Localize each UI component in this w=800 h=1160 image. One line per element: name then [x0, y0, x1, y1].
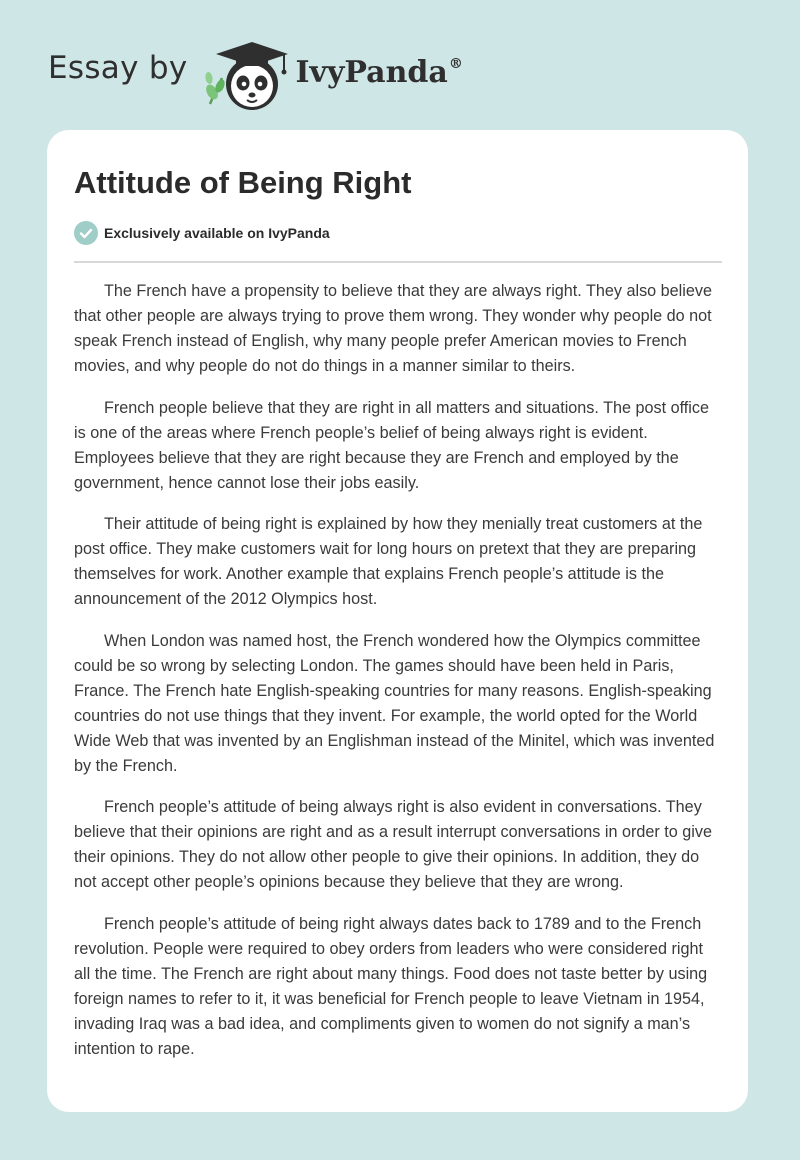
essay-paragraph: The French have a propensity to believe that they are always right. They also believe that other people are always trying to prove them wrong. They wonder why people do not speak French instead of English, why many people prefer American movies to French movies, and why people do not do things in a manner similar to theirs.: [74, 282, 712, 375]
essay-paragraph: French people’s attitude of being always right is also evident in conversations. They believe that their opinions are right and as a result interrupt conversations in order to give their opinions. They do not allow other people to give their opinions. In addition, they do not accept other people’s opinions because they believe that they are wrong.: [74, 798, 712, 891]
essay-body: [74, 279, 722, 1062]
brand-name-text: IvyPanda: [295, 54, 448, 90]
page-title: Attitude of Being Right: [74, 165, 412, 200]
brand-prefix: Essay by: [48, 50, 188, 86]
registered-mark: ®: [448, 55, 463, 72]
exclusive-badge-label: Exclusively available on IvyPanda: [104, 225, 330, 241]
check-circle-icon: [74, 221, 98, 245]
essay-paragraph: Their attitude of being right is explained by how they menially treat customers at the post office. They make customers wait for long hours on pretext that they are preparing themselves for work. Another example that explains French people’s attitude is the announcement of the 2012 Olympics host.: [74, 515, 703, 608]
panda-logo-icon: [200, 34, 292, 114]
essay-paragraph: French people believe that they are right in all matters and situations. The post office is one of the areas where French people’s belief of being always right is evident. Employees believe that they are right because they are French and employed by the government, hence cannot lose their jobs easily.: [74, 398, 709, 492]
divider: [74, 261, 722, 263]
exclusive-badge: [74, 220, 722, 246]
essay-paragraph: French people’s attitude of being right always dates back to 1789 and to the French revolution. People were required to obey orders from leaders who were considered right all the time. The French are right about many things. Food does not taste better by using foreign names to refer to it, it was beneficial for French people to leave Vietnam in 1954, invading Iraq was a bad idea, and compliments given to women do not signify a man’s intention to rape.: [74, 914, 708, 1058]
brand-header[interactable]: [48, 34, 463, 114]
essay-paragraph: When London was named host, the French wondered how the Olympics committee could be so wrong by selecting London. The games should have been held in Paris, France. The French hate English-speaking countries for many reasons. English-speaking countries do not use things that they invent. For example, the world opted for the World Wide Web that was invented by an Englishman instead of the Minitel, which was invented by the French.: [74, 631, 715, 775]
essay-card: [47, 130, 748, 1112]
brand-name: [296, 55, 463, 90]
